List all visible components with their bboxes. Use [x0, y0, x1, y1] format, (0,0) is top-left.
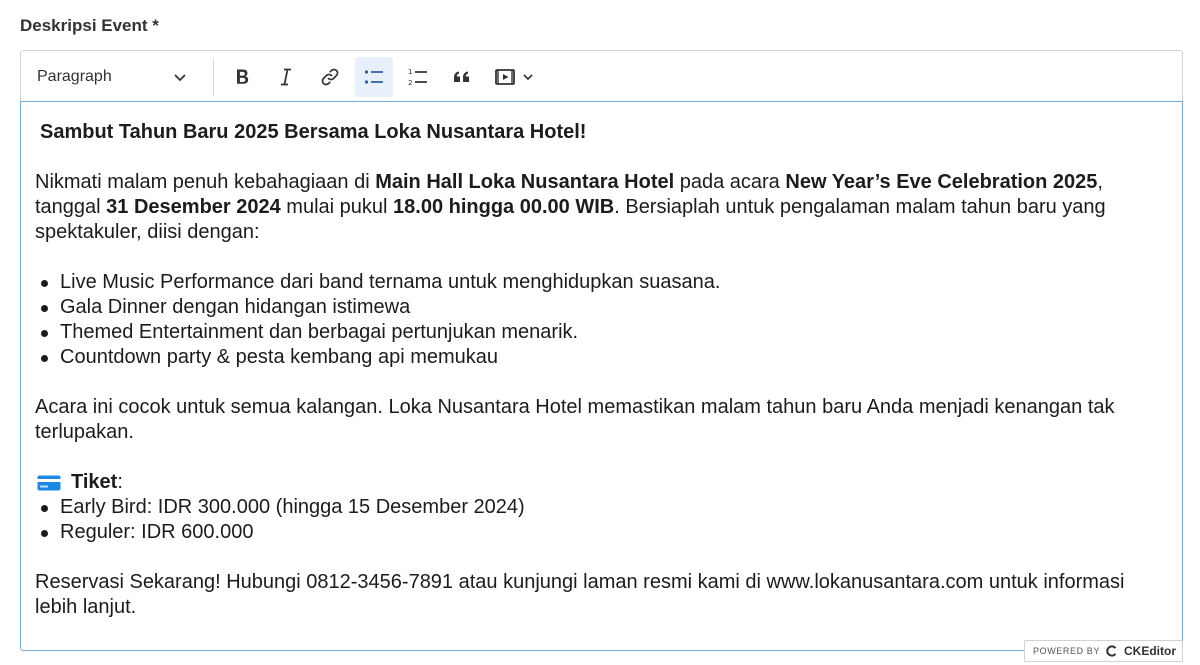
list-item: Countdown party & pesta kembang api memukau: [35, 345, 1168, 370]
chevron-down-icon: [173, 70, 187, 84]
intro-paragraph: Nikmati malam penuh kebahagiaan di Main Hall Loka Nusantara Hotel pada acara New Year’s Eve Celebration 2025, tanggal 31 Desember 2024 mulai pukul 18.00 hingga 00.00 WIB. Bersiaplah untuk pengalaman malam tahun baru yang spektakuler, diisi dengan:: [35, 171, 1106, 243]
link-button[interactable]: [311, 57, 349, 97]
list-item: Live Music Performance dari band ternama untuk menghidupkan suasana.: [35, 270, 1168, 295]
bold-icon: [231, 66, 253, 88]
list-item: Reguler: IDR 600.000: [35, 520, 1168, 545]
heading-dropdown[interactable]: [21, 57, 201, 97]
svg-text:1: 1: [408, 67, 413, 76]
bold-button[interactable]: [223, 57, 261, 97]
editor-toolbar: [20, 50, 1183, 102]
ckeditor-logo-icon: [1106, 645, 1118, 657]
heading-dropdown-value: Paragraph: [37, 67, 112, 85]
media-embed-button[interactable]: [487, 57, 541, 97]
tickets-list: [35, 495, 1168, 545]
ticket-heading: Tiket :: [35, 470, 1168, 495]
link-icon: [319, 66, 341, 88]
svg-text:2: 2: [408, 78, 413, 87]
numbered-list-button[interactable]: [399, 57, 437, 97]
italic-icon: [275, 66, 297, 88]
list-item: Gala Dinner dengan hidangan istimewa: [35, 295, 1168, 320]
field-label: Deskripsi Event *: [20, 16, 159, 35]
event-title: Sambut Tahun Baru 2025 Bersama Loka Nusantara Hotel!: [40, 121, 587, 143]
ckeditor-brand: CKEditor: [1124, 644, 1176, 658]
credit-card-icon: [37, 475, 61, 491]
closing-paragraph: Acara ini cocok untuk semua kalangan. Loka Nusantara Hotel memastikan malam tahun baru Anda menjadi kenangan tak terlupakan.: [35, 396, 1115, 443]
rich-text-editor[interactable]: [20, 101, 1183, 651]
powered-by-label: POWERED BY: [1032, 646, 1100, 656]
bulleted-list-icon: [363, 66, 385, 88]
quote-icon: [451, 66, 473, 88]
features-list: [35, 270, 1168, 370]
toolbar-separator: [213, 58, 214, 96]
italic-button[interactable]: [267, 57, 305, 97]
list-item: Themed Entertainment dan berbagai pertunjukan menarik.: [35, 320, 1168, 345]
blockquote-button[interactable]: [443, 57, 481, 97]
list-item: Early Bird: IDR 300.000 (hingga 15 Desember 2024): [35, 495, 1168, 520]
numbered-list-icon: [407, 66, 429, 88]
powered-by-badge[interactable]: [1024, 640, 1183, 662]
cta-paragraph: Reservasi Sekarang! Hubungi 0812-3456-7891 atau kunjungi laman resmi kami di www.lokanusantara.com untuk informasi lebih lanjut.: [35, 571, 1125, 618]
chevron-down-icon: [522, 71, 534, 83]
ticket-heading-label: Tiket: [71, 471, 118, 493]
bulleted-list-button[interactable]: [355, 57, 393, 97]
media-embed-icon: [494, 66, 516, 88]
